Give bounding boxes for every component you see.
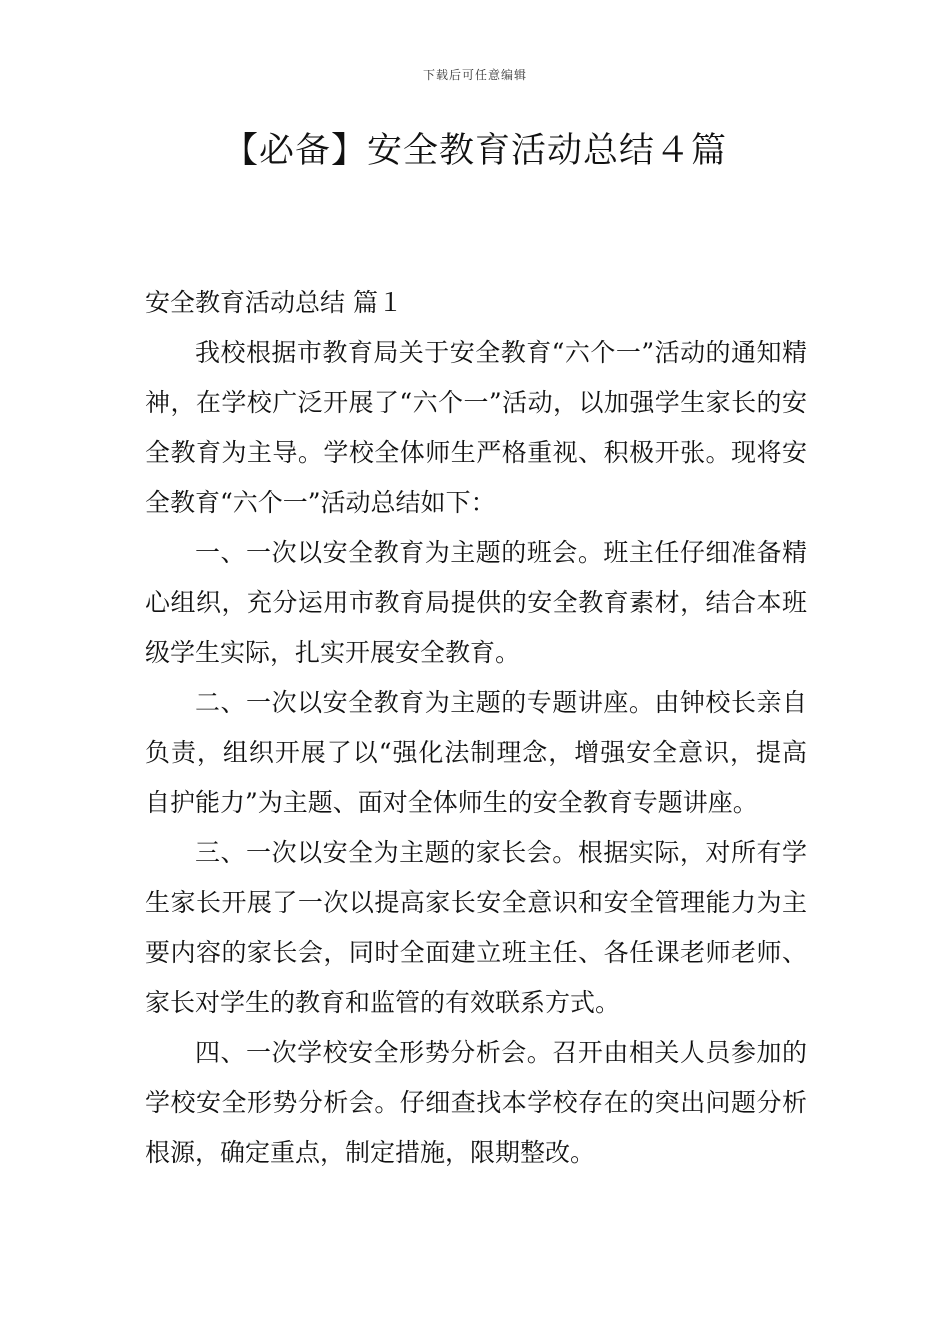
paragraph-item-1: 一、一次以安全教育为主题的班会。班主任仔细准备精心组织，充分运用市教育局提供的安全教育素材，结合本班级学生实际，扎实开展安全教育。 <box>145 538 807 667</box>
paragraph-item-3: 三、一次以安全为主题的家长会。根据实际，对所有学生家长开展了一次以提高家长安全意识和安全管理能力为主要内容的家长会，同时全面建立班主任、各任课老师老师、家长对学生的教育和监管的有效联系方式。 <box>145 838 807 1017</box>
section-heading: 安全教育活动总结 篇１ <box>145 288 403 317</box>
document-body <box>145 278 807 1178</box>
paragraph-item-2: 二、一次以安全教育为主题的专题讲座。由钟校长亲自负责，组织开展了以“强化法制理念，增强安全意识，提高自护能力”为主题、面对全体师生的安全教育专题讲座。 <box>145 688 807 817</box>
document-title: 【必备】安全教育活动总结４篇 <box>222 131 727 171</box>
header-note: 下载后可任意编辑 <box>422 68 527 82</box>
paragraph-item-4: 四、一次学校安全形势分析会。召开由相关人员参加的学校安全形势分析会。仔细查找本学校存在的突出问题分析根源，确定重点，制定措施，限期整改。 <box>145 1038 807 1167</box>
paragraph-intro: 我校根据市教育局关于安全教育“六个一”活动的通知精神，在学校广泛开展了“六个一”活动，以加强学生家长的安全教育为主导。学校全体师生严格重视、积极开张。现将安全教育“六个一”活动总结如下： <box>145 338 807 517</box>
